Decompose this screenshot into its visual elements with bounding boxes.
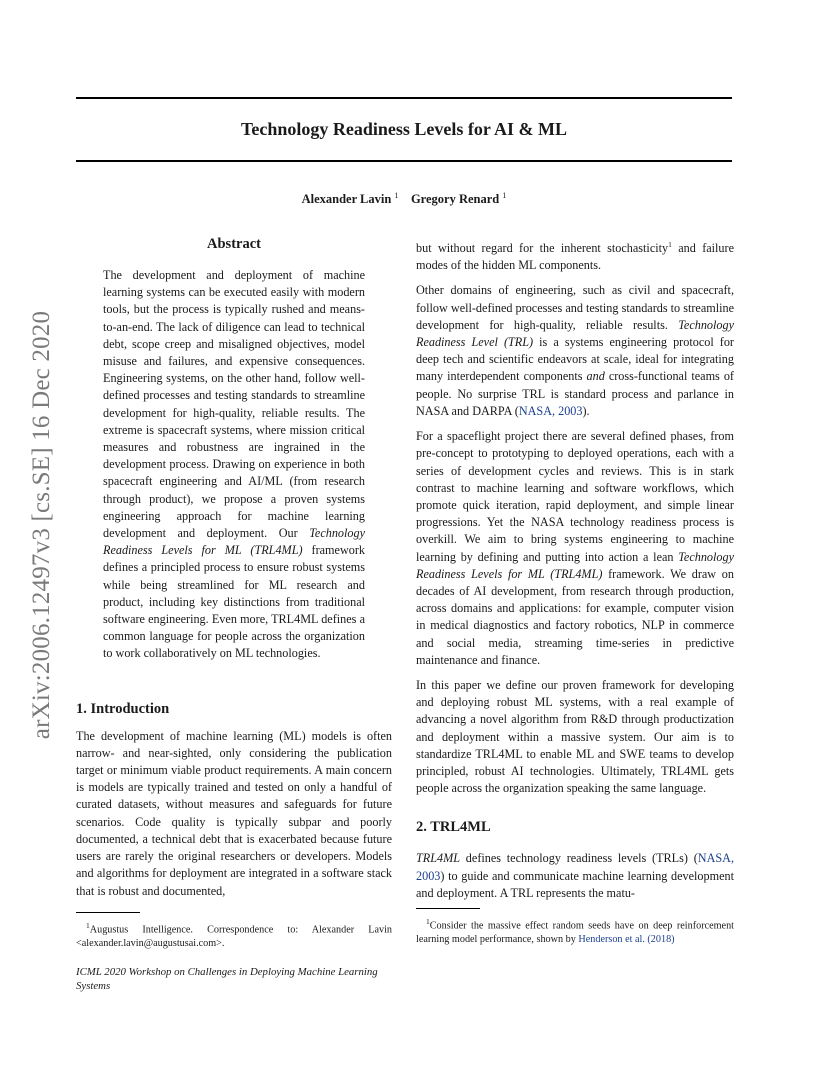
- text-run: cross-functional teams of people. No surprise TRL is standard process and parlance in NASA and DARPA (: [416, 369, 734, 418]
- section-heading-introduction: 1. Introduction: [76, 700, 170, 717]
- paragraph: In this paper we define our proven framework for developing and deploying robust ML systems, with a real example of advancing a novel algorithm from R&D through productization and deployment within a massive system. Our aim is to standardize TRL4ML to enable ML and SWE teams to develop principled, robust AI technologies. Ultimately, TRL4ML gets people across the organization speaking the same language.: [416, 677, 734, 796]
- paragraph: [416, 428, 734, 669]
- left-column: [76, 236, 392, 993]
- paragraph: [416, 850, 734, 902]
- venue-note: [76, 965, 392, 993]
- paper-title: Technology Readiness Levels for AI & ML: [240, 119, 567, 139]
- text-run: but without regard for the inherent stochasticity: [416, 241, 669, 256]
- citation-link[interactable]: NASA, 2003: [518, 403, 583, 418]
- title-rule-top: [76, 97, 732, 99]
- footnote-stochasticity: [416, 909, 734, 947]
- paragraph: [416, 236, 734, 274]
- paragraph: [416, 282, 734, 420]
- abstract-text-part: framework defines a principled process to ensure robust systems while being streamlined for ML research and product, including key distinctions from traditional software engineering. Even more, TRL4ML defines a common language for people across the organization to work collaboratively on ML technologies.: [103, 543, 365, 661]
- footnote-text: Augustus Intelligence. Correspondence to: Alexander Lavin <alexander.lavin@augustusai.com>.: [76, 924, 392, 950]
- section-heading-trl4ml: 2. TRL4ML: [416, 819, 491, 836]
- footnote-mark: 1: [668, 240, 672, 249]
- venue-text: ICML 2020 Workshop on Challenges in Deploying Machine Learning Systems: [76, 966, 378, 993]
- text-italic: Technology Readiness Levels for ML (TRL4ML): [416, 549, 734, 581]
- text-italic: TRL4ML: [416, 851, 461, 866]
- author-affiliation: 1: [502, 191, 507, 200]
- text-run: For a spaceflight project there are several defined phases, from pre-concept to prototyping to deployed operations, each with a series of development cycles and reviews. This is in stark contrast to machine learning and software workflows, which promote quick iteration, rapid deployment, and simple linear progressions. Yet the NASA technology readiness process is overkill. We aim to bring systems engineering to machine learning by defining and putting into action a lean: [416, 429, 734, 564]
- footnote-text: Consider the massive effect random seeds have on deep reinforcement learning model performance, shown by: [416, 920, 734, 946]
- text-run: framework. We draw on decades of AI development, from research through production, across domains and applications: for example, computer vision in medical diagnostics and factory robotics, NLP in commerce and social media, streaming time-series in predictive maintenance and finance.: [416, 566, 734, 667]
- text-run: ) to guide and communicate machine learning development and deployment. A TRL represents the matu-: [416, 868, 734, 900]
- text-run: Other domains of engineering, such as civil and spacecraft, follow well-defined processes and testing standards to streamline development for high-quality, reliable results.: [416, 283, 734, 332]
- author-name: Alexander Lavin: [301, 192, 392, 207]
- abstract-text-italic: Technology Readiness Levels for ML (TRL4ML): [103, 526, 365, 558]
- footnote-affiliation: [76, 913, 392, 951]
- text-italic: Technology Readiness Level (TRL): [416, 317, 734, 350]
- citation-link[interactable]: NASA, 2003: [416, 851, 734, 883]
- abstract-text-part: The development and deployment of machine learning systems can be executed easily with modern tools, but the process is typically rushed and means-to-an-end. The lack of diligence can lead to technical debt, scope creep and misaligned objectives, model misuse and failures, and expensive consequences. Engineering systems, on the other hand, follow well-defined processes and testing standards to streamline development for high-quality, reliable results. The extreme is spacecraft systems, where mission critical measures and robustness are ingrained in the development process. Drawing on experience in both spacecraft engineering and AI/ML (from research through product), we propose a proven systems engineering approach for machine learning development and deployment. Our: [103, 268, 365, 541]
- introduction-paragraph: The development of machine learning (ML) models is often narrow- and near-sighted, only considering the publication target or minimum viable product requirements. A main concern is models are typically trained and tested on only a handful of curated datasets, without measures and safeguards for future scenarios. Code quality is typically subpar and poorly documented, a technical debt that is exacerbated because future users are rarely the original researchers or developers. Models and algorithms for deployment are integrated in a software stack that is robust and documented,: [76, 728, 392, 898]
- author-name: Gregory Renard: [410, 192, 500, 207]
- text-italic: and: [586, 369, 605, 384]
- text-run: and failure modes of the hidden ML components.: [416, 241, 734, 273]
- abstract-text: [103, 267, 365, 663]
- title-rule-bottom: [76, 160, 732, 162]
- text-run: defines technology readiness levels (TRLs) (: [460, 851, 698, 866]
- author-affiliation: 1: [394, 191, 399, 200]
- right-column: [416, 236, 734, 947]
- abstract-heading: Abstract: [207, 236, 261, 252]
- footnote-mark: 1: [426, 916, 430, 926]
- text-run: ).: [582, 403, 590, 418]
- footnote-mark: 1: [86, 920, 90, 930]
- arxiv-stamp: [22, 290, 62, 760]
- citation-link[interactable]: Henderson et al. (2018): [578, 934, 675, 946]
- abstract-body: [76, 267, 392, 663]
- text-run: is a systems engineering protocol for deep tech and scientific endeavors at scale, ideal for integrating many interdependent components: [416, 335, 734, 384]
- arxiv-stamp-text: arXiv:2006.12497v3 [cs.SE] 16 Dec 2020: [28, 310, 55, 740]
- author-list: [76, 191, 732, 207]
